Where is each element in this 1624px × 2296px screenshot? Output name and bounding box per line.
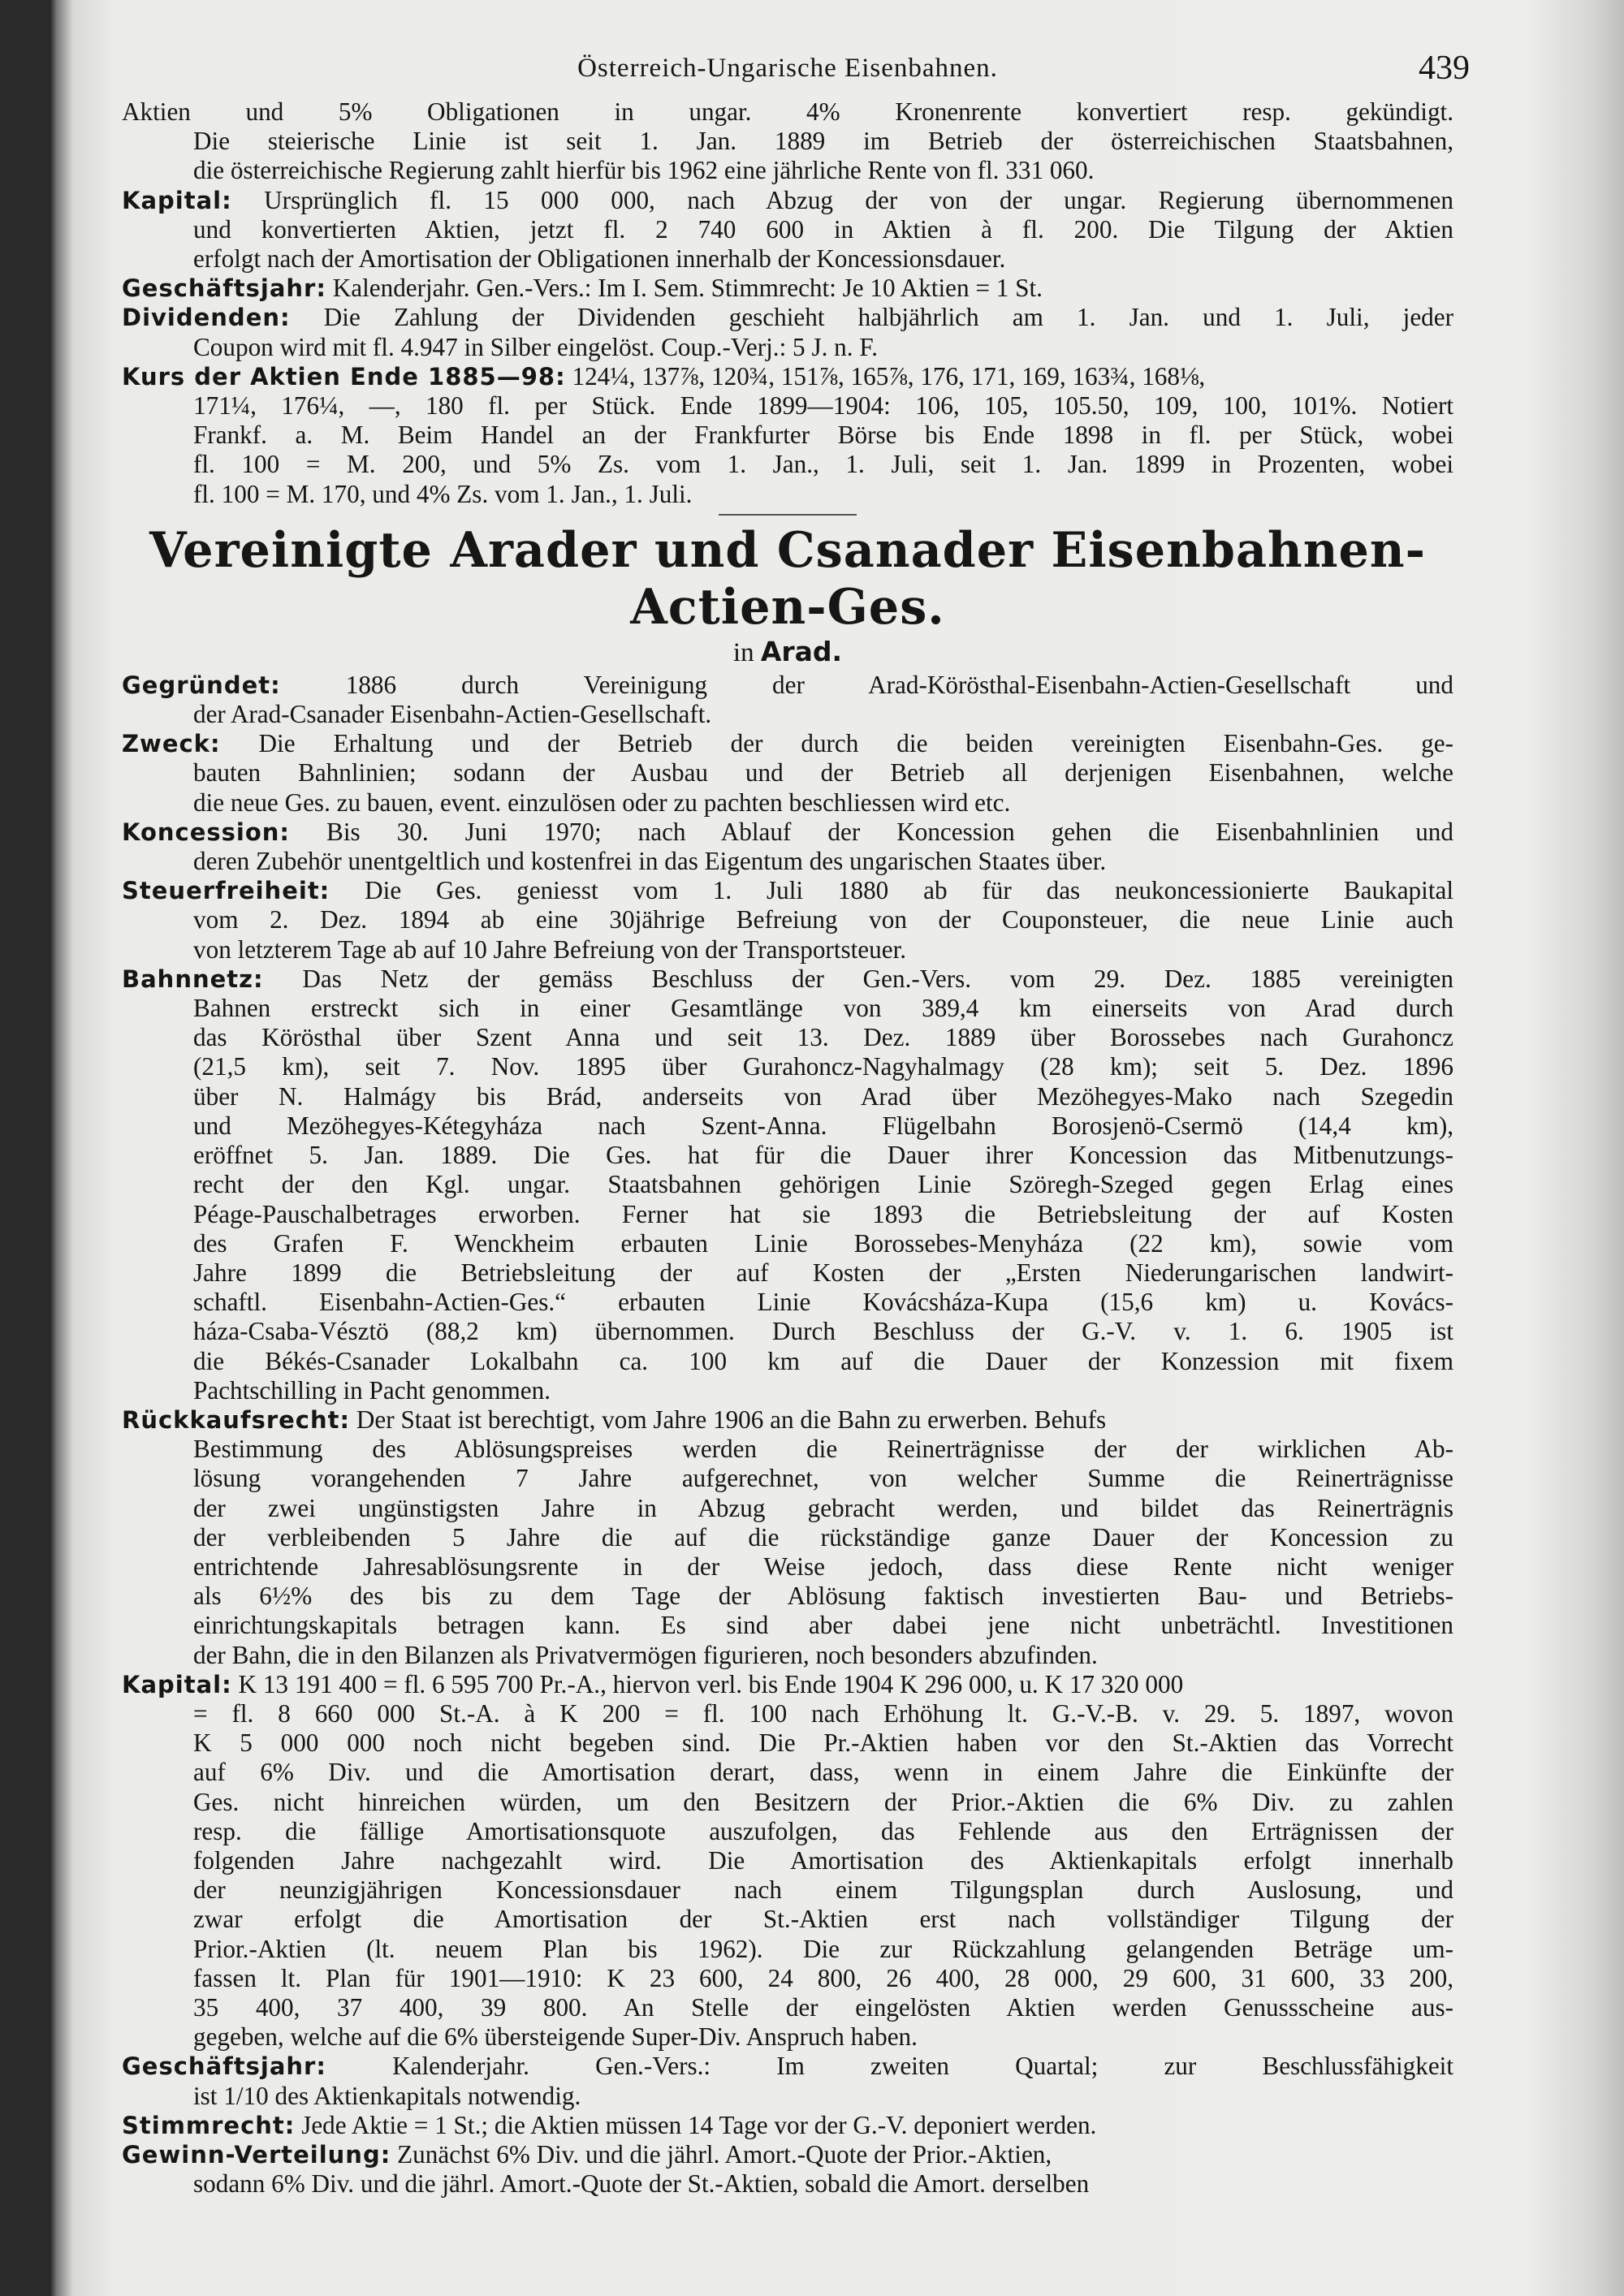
- prev-entry-text: die österreichische Regierung zahlt hierfür bis 1962 eine jährliche Rente von fl. 331 060.: [193, 156, 1095, 185]
- page-header: [122, 41, 1470, 97]
- section-line: [122, 1170, 1453, 1199]
- section-line: [122, 905, 1453, 934]
- section-line: [122, 2140, 1453, 2169]
- section-text: der Arad-Csanader Eisenbahn-Actien-Gesellschaft.: [193, 700, 712, 729]
- section-text: Ges. nicht hinreichen würden, um den Besitzern der Prior.-Aktien die 6% Div. zu zahlen: [193, 1787, 1453, 1816]
- prev-entry-paragraph: [122, 97, 1453, 186]
- section-line: [122, 671, 1453, 700]
- section-text: gegeben, welche auf die 6% übersteigende Super-Div. Anspruch haben.: [193, 2022, 918, 2052]
- section-text: Péage-Pauschalbetrages erworben. Ferner hat sie 1893 die Betriebsleitung der auf Kosten: [193, 1199, 1453, 1228]
- prev-entry-line: [122, 450, 1453, 479]
- section-line: [122, 1846, 1453, 1875]
- section-text: (21,5 km), seit 7. Nov. 1895 über Gurahoncz-Nagyhalmagy (28 km); seit 5. Dez. 1896: [193, 1052, 1453, 1081]
- section-label: Rückkaufsrecht:: [122, 1405, 351, 1434]
- prev-entry-text: Aktien und 5% Obligationen in ungar. 4% Kronenrente konvertiert resp. gekündigt.: [122, 97, 1453, 126]
- section-text: als 6½% des bis zu dem Tage der Ablösung faktisch investierten Bau- und Betriebs-: [193, 1582, 1453, 1611]
- prev-entry-line: [122, 362, 1453, 391]
- section-text: entrichtende Jahresablösungsrente in der Weise jedoch, dass diese Rente nicht weniger: [193, 1552, 1453, 1581]
- previous-entry-continuation: [122, 97, 1453, 509]
- prev-entry-text: Ursprünglich fl. 15 000 000, nach Abzug der von der ungar. Regierung übernommenen: [264, 185, 1453, 214]
- running-title: Österreich-Ungarische Eisenbahnen.: [577, 54, 998, 83]
- prev-entry-text: Die steierische Linie ist seit 1. Jan. 1889 im Betrieb der österreichischen Staatsbahnen,: [193, 127, 1453, 156]
- section-line: [122, 1699, 1453, 1728]
- prev-entry-line: [122, 391, 1453, 421]
- section-text: der verbleibenden 5 Jahre die auf die rückständige ganze Dauer der Koncession zu: [193, 1522, 1453, 1552]
- section-text: Kalenderjahr. Gen.-Vers.: Im zweiten Quartal; zur Beschlussfähigkeit: [392, 2052, 1453, 2081]
- section-line: [122, 758, 1453, 788]
- prev-entry-paragraph: [122, 186, 1453, 274]
- prev-entry-text: fl. 100 = M. 200, und 5% Zs. vom 1. Jan., 1. Juli, seit 1. Jan. 1899 in Prozenten, wobei: [193, 450, 1453, 479]
- prev-entry-text: 171¼, 176¼, —, 180 fl. per Stück. Ende 1899—1904: 106, 105, 105.50, 109, 100, 101%. Notiert: [193, 391, 1453, 421]
- section-label: Bahnnetz:: [122, 965, 264, 993]
- section-text: Zunächst 6% Div. und die jährl. Amort.-Quote der Prior.-Aktien,: [397, 2140, 1052, 2169]
- section-line: [122, 1817, 1453, 1846]
- prev-entry-label: Kurs der Aktien Ende 1885—98:: [122, 362, 566, 391]
- section-line: [122, 788, 1453, 818]
- section-label: Gewinn-Verteilung:: [122, 2141, 391, 2169]
- section-paragraph: [122, 2140, 1453, 2199]
- section-line: [122, 1229, 1453, 1258]
- section-line: [122, 1023, 1453, 1052]
- section-text: vom 2. Dez. 1894 ab eine 30jährige Befreiung von der Couponsteuer, die neue Linie auch: [193, 905, 1453, 934]
- section-label: Zweck:: [122, 730, 221, 758]
- section-text: = fl. 8 660 000 St.-A. à K 200 = fl. 100 nach Erhöhung lt. G.-V.-B. v. 29. 5. 1897, wovon: [193, 1698, 1453, 1728]
- section-label: Kapital:: [122, 1670, 232, 1698]
- prev-entry-label: Dividenden:: [122, 304, 291, 332]
- section-line: [122, 1082, 1453, 1111]
- section-line: [122, 818, 1453, 847]
- section-text: des Grafen F. Wenckheim erbauten Linie Borossebes-Menyháza (22 km), sowie vom: [193, 1228, 1453, 1258]
- prev-entry-text: Frankf. a. M. Beim Handel an der Frankfurter Börse bis Ende 1898 in fl. per Stück, wobei: [193, 421, 1453, 450]
- section-paragraph: [122, 2052, 1453, 2110]
- prev-entry-line: [122, 156, 1453, 185]
- section-line: [122, 1052, 1453, 1081]
- section-line: [122, 847, 1453, 876]
- section-line: [122, 1611, 1453, 1640]
- section-text: von letzterem Tage ab auf 10 Jahre Befreiung von der Transportsteuer.: [193, 934, 907, 964]
- section-text: Der Staat ist berechtigt, vom Jahre 1906 an die Bahn zu erwerben. Behufs: [356, 1405, 1107, 1434]
- section-text: háza-Csaba-Vésztö (88,2 km) übernommen. Durch Beschluss der G.-V. v. 1. 6. 1905 ist: [193, 1317, 1453, 1346]
- section-line: [122, 1552, 1453, 1582]
- section-line: [122, 1935, 1453, 1964]
- section-text: und Mezöhegyes-Kétegyháza nach Szent-Anna. Flügelbahn Borosjenö-Csermö (14,4 km),: [193, 1111, 1453, 1140]
- section-line: [122, 1288, 1453, 1317]
- section-paragraph: [122, 818, 1453, 876]
- prev-entry-line: [122, 274, 1453, 303]
- location-name: Arad.: [760, 635, 843, 667]
- section-text: Die Erhaltung und der Betrieb der durch die beiden vereinigten Eisenbahn-Ges. ge-: [258, 729, 1453, 758]
- prev-entry-text: erfolgt nach der Amortisation der Obligationen innerhalb der Koncessionsdauer.: [193, 244, 1006, 274]
- prev-entry-paragraph: [122, 362, 1453, 509]
- section-text: 1886 durch Vereinigung der Arad-Körösthal-Eisenbahn-Actien-Gesellschaft und: [345, 670, 1453, 699]
- section-text: Pachtschilling in Pacht genommen.: [193, 1375, 551, 1405]
- section-text: die Békés-Csanader Lokalbahn ca. 100 km auf die Dauer der Konzession mit fixem: [193, 1346, 1453, 1375]
- section-text: folgenden Jahre nachgezahlt wird. Die Amortisation des Aktienkapitals erfolgt innerhalb: [193, 1845, 1453, 1875]
- section-paragraph: [122, 1670, 1453, 2052]
- section-line: [122, 1670, 1453, 1699]
- prev-entry-line: [122, 97, 1453, 127]
- prev-entry-line: [122, 303, 1453, 332]
- section-line: [122, 1494, 1453, 1523]
- prev-entry-text: Coupon wird mit fl. 4.947 in Silber eingelöst. Coup.-Verj.: 5 J. n. F.: [193, 332, 879, 361]
- section-line: [122, 1347, 1453, 1376]
- section-paragraph: [122, 1405, 1453, 1670]
- section-text: K 13 191 400 = fl. 6 595 700 Pr.-A., hiervon verl. bis Ende 1904 K 296 000, u. K 17 320 000: [238, 1669, 1184, 1698]
- prev-entry-line: [122, 127, 1453, 156]
- section-line: [122, 1964, 1453, 1993]
- section-line: [122, 2022, 1453, 2052]
- section-text: schaftl. Eisenbahn-Actien-Ges.“ erbauten Linie Kovácsháza-Kupa (15,6 km) u. Kovács-: [193, 1288, 1453, 1317]
- section-line: [122, 1788, 1453, 1817]
- section-text: deren Zubehör unentgeltlich und kostenfrei in das Eigentum des ungarischen Staates über.: [193, 847, 1107, 876]
- section-text: sodann 6% Div. und die jährl. Amort.-Quote der St.-Aktien, sobald die Amort. derselben: [193, 2169, 1090, 2199]
- section-line: [122, 1141, 1453, 1170]
- section-text: fassen lt. Plan für 1901—1910: K 23 600, 24 800, 26 400, 28 000, 29 600, 31 600, 33 200,: [193, 1963, 1453, 1992]
- section-text: recht der den Kgl. ungar. Staatsbahnen gehörigen Linie Szöregh-Szeged gegen Erlag eines: [193, 1170, 1453, 1199]
- section-label: Geschäftsjahr:: [122, 2052, 326, 2081]
- prev-entry-line: [122, 244, 1453, 274]
- section-line: [122, 700, 1453, 729]
- section-text: Die Ges. geniesst vom 1. Juli 1880 ab für das neukoncessionierte Baukapital: [365, 876, 1453, 905]
- prev-entry-paragraph: [122, 274, 1453, 303]
- section-line: [122, 935, 1453, 965]
- section-line: [122, 2111, 1453, 2140]
- section-line: [122, 1435, 1453, 1464]
- section-line: [122, 1405, 1453, 1435]
- section-text: der Bahn, die in den Bilanzen als Privatvermögen figurieren, noch besonders abzufinden.: [193, 1640, 1098, 1669]
- section-text: der neunzigjährigen Koncessionsdauer nach einem Tilgungsplan durch Auslosung, und: [193, 1875, 1453, 1905]
- section-line: [122, 1258, 1453, 1288]
- section-line: [122, 2082, 1453, 2111]
- section-text: bauten Bahnlinien; sodann der Ausbau und der Betrieb all derjenigen Eisenbahnen, welche: [193, 758, 1453, 788]
- document-page: [122, 41, 1470, 2265]
- section-line: [122, 1758, 1453, 1787]
- prev-entry-text: fl. 100 = M. 170, und 4% Zs. vom 1. Jan., 1. Juli.: [193, 479, 693, 508]
- company-entry-body: [122, 671, 1453, 2199]
- section-label: Koncession:: [122, 818, 291, 846]
- section-text: Das Netz der gemäss Beschluss der Gen.-Vers. vom 29. Dez. 1885 vereinigten: [302, 964, 1453, 993]
- prev-entry-text: Die Zahlung der Dividenden geschieht halbjährlich am 1. Jan. und 1. Juli, jeder: [323, 303, 1453, 332]
- entry-divider: [719, 514, 857, 516]
- prev-entry-line: [122, 333, 1453, 362]
- section-line: [122, 2052, 1453, 2081]
- section-text: einrichtungskapitals betragen kann. Es sind aber dabei jene nicht unbeträchtl. Investitionen: [193, 1611, 1453, 1640]
- section-label: Steuerfreiheit:: [122, 877, 330, 905]
- section-line: [122, 876, 1453, 905]
- prev-entry-paragraph: [122, 303, 1453, 361]
- section-line: [122, 1111, 1453, 1141]
- prev-entry-line: [122, 215, 1453, 244]
- prev-entry-text: 124¼, 137⅞, 120¾, 151⅞, 165⅞, 176, 171, 169, 163¾, 168⅛,: [572, 361, 1206, 391]
- section-text: ist 1/10 des Aktienkapitals notwendig.: [193, 2081, 581, 2110]
- prev-entry-text: Kalenderjahr. Gen.-Vers.: Im I. Sem. Stimmrecht: Je 10 Aktien = 1 St.: [332, 274, 1043, 303]
- prev-entry-line: [122, 480, 1453, 509]
- section-paragraph: [122, 876, 1453, 965]
- section-paragraph: [122, 671, 1453, 729]
- section-line: [122, 1376, 1453, 1405]
- section-text: Bestimmung des Ablösungspreises werden die Reinerträgnisse der der wirklichen Ab-: [193, 1435, 1453, 1464]
- section-text: K 5 000 000 noch nicht begeben sind. Die Pr.-Aktien haben vor den St.-Aktien das Vorrecht: [193, 1728, 1453, 1758]
- section-text: Bahnen erstreckt sich in einer Gesamtlänge von 389,4 km einerseits von Arad durch: [193, 994, 1453, 1023]
- prev-entry-text: und konvertierten Aktien, jetzt fl. 2 740 600 in Aktien à fl. 200. Die Tilgung der Aktien: [193, 214, 1453, 244]
- company-title: Vereinigte Arader und Csanader Eisenbahnen-Actien-Ges.: [149, 521, 1427, 636]
- prev-entry-label: Kapital:: [122, 186, 232, 214]
- prev-entry-label: Geschäftsjahr:: [122, 274, 326, 303]
- section-line: [122, 1875, 1453, 1905]
- section-label: Stimmrecht:: [122, 2111, 296, 2139]
- section-text: Prior.-Aktien (lt. neuem Plan bis 1962). Die zur Rückzahlung gelangenden Beträge um-: [193, 1934, 1453, 1963]
- section-text: zwar erfolgt die Amortisation der St.-Aktien erst nach vollständiger Tilgung der: [193, 1905, 1453, 1934]
- company-location: [122, 636, 1453, 669]
- section-text: das Körösthal über Szent Anna und seit 13. Dez. 1889 über Borossebes nach Gurahoncz: [193, 1023, 1453, 1052]
- prev-entry-line: [122, 421, 1453, 450]
- section-label: Gegründet:: [122, 671, 281, 699]
- section-text: der zwei ungünstigsten Jahre in Abzug gebracht werden, und bildet das Reinerträgnis: [193, 1493, 1453, 1522]
- section-text: Jahre 1899 die Betriebsleitung der auf Kosten der „Ersten Niederungarischen landwirt-: [193, 1258, 1453, 1287]
- section-paragraph: [122, 2111, 1453, 2140]
- section-line: [122, 1993, 1453, 2022]
- section-line: [122, 1641, 1453, 1670]
- section-paragraph: [122, 965, 1453, 1405]
- section-text: die neue Ges. zu bauen, event. einzulösen oder zu pachten beschliessen wird etc.: [193, 788, 1011, 817]
- section-line: [122, 994, 1453, 1023]
- section-text: über N. Halmágy bis Brád, anderseits von Arad über Mezöhegyes-Mako nach Szegedin: [193, 1081, 1453, 1111]
- location-prefix: in: [732, 637, 754, 667]
- section-line: [122, 1464, 1453, 1493]
- prev-entry-line: [122, 186, 1453, 215]
- section-text: eröffnet 5. Jan. 1889. Die Ges. hat für die Dauer ihrer Koncession das Mitbenutzungs-: [193, 1141, 1453, 1170]
- section-line: [122, 1905, 1453, 1934]
- section-paragraph: [122, 729, 1453, 818]
- section-line: [122, 2169, 1453, 2199]
- section-line: [122, 965, 1453, 994]
- page-number: 439: [1419, 50, 1470, 87]
- section-text: Bis 30. Juni 1970; nach Ablauf der Koncession gehen die Eisenbahnlinien und: [326, 817, 1453, 846]
- section-line: [122, 1200, 1453, 1229]
- section-text: auf 6% Div. und die Amortisation derart, dass, wenn in einem Jahre die Einkünfte der: [193, 1758, 1453, 1787]
- section-line: [122, 729, 1453, 758]
- section-text: lösung vorangehenden 7 Jahre aufgerechnet, von welcher Summe die Reinerträgnisse: [193, 1464, 1453, 1493]
- section-text: Jede Aktie = 1 St.; die Aktien müssen 14 Tage vor der G.-V. deponiert werden.: [301, 2110, 1097, 2139]
- section-line: [122, 1523, 1453, 1552]
- section-text: 35 400, 37 400, 39 800. An Stelle der eingelösten Aktien werden Genussscheine aus-: [193, 1992, 1453, 2022]
- section-line: [122, 1317, 1453, 1346]
- section-line: [122, 1582, 1453, 1611]
- section-text: resp. die fällige Amortisationsquote auszufolgen, das Fehlende aus den Erträgnissen der: [193, 1816, 1453, 1845]
- section-line: [122, 1728, 1453, 1758]
